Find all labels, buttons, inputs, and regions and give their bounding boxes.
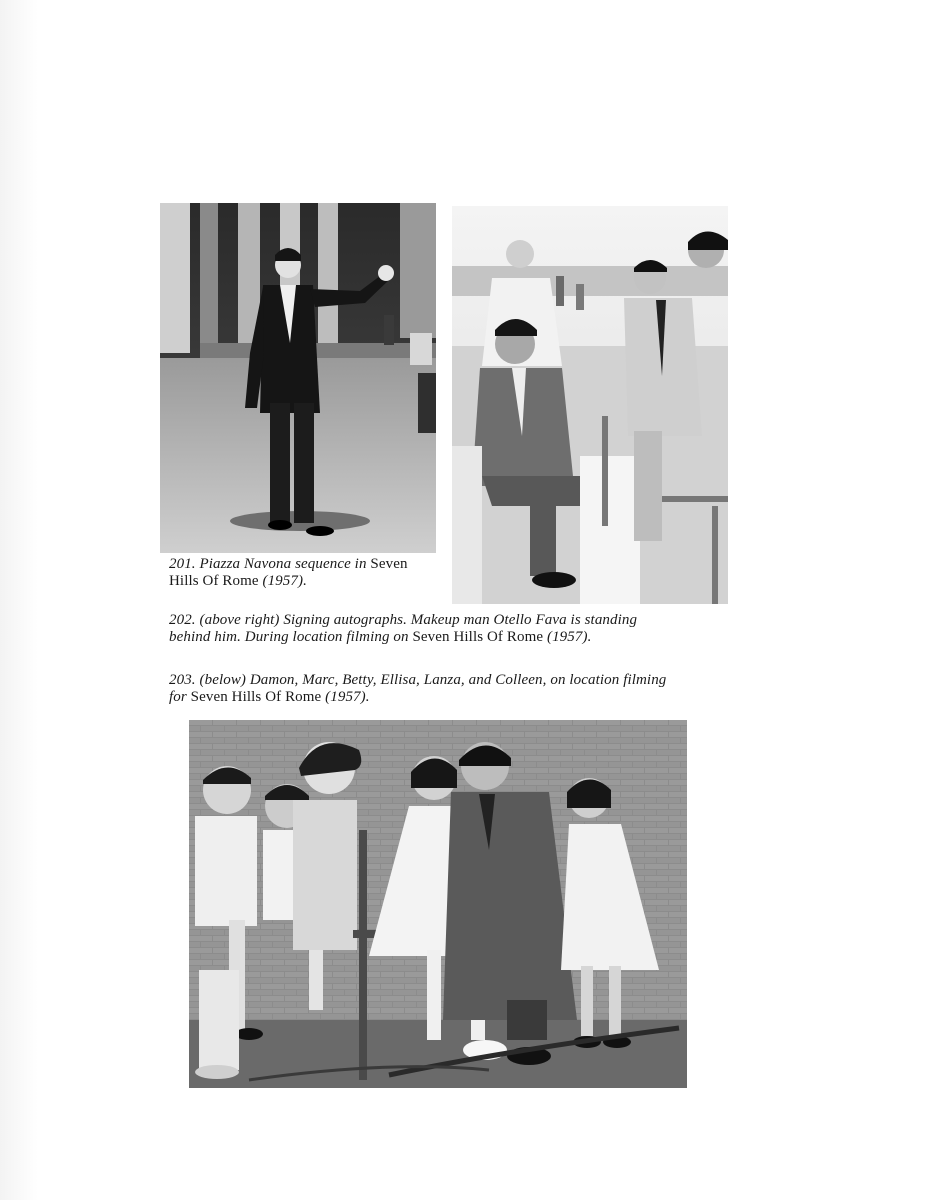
caption-201-line1-roman: Seven xyxy=(366,556,408,572)
caption-202-line2-italic: behind him. During location filming on xyxy=(169,629,409,645)
caption-203-line2-italic: for xyxy=(169,689,187,705)
caption-202-line1: 202. (above right) Signing autographs. Makeup man Otello Fava is standing xyxy=(169,612,638,628)
caption-203-line1: 203. (below) Damon, Marc, Betty, Ellisa, Lanza, and Colleen, on location filming xyxy=(169,672,667,688)
caption-201-line1-italic: 201. Piazza Navona sequence in xyxy=(169,556,367,572)
photo-signing-autographs xyxy=(452,206,728,604)
photo-family-on-location xyxy=(189,720,687,1088)
caption-202 xyxy=(169,612,729,646)
caption-202-line2-end: (1957). xyxy=(543,629,592,645)
caption-202-line2-roman: Seven Hills Of Rome xyxy=(408,629,544,645)
page-edge-shadow xyxy=(0,0,38,1200)
caption-201 xyxy=(169,556,431,590)
caption-201-line2-italic: (1957). xyxy=(258,573,307,589)
caption-201-line2-roman: Hills Of Rome xyxy=(169,573,259,589)
caption-203-line2-roman: Seven Hills Of Rome xyxy=(186,689,322,705)
caption-203-line2-end: (1957). xyxy=(321,689,370,705)
photo-piazza-navona xyxy=(160,203,436,553)
caption-203 xyxy=(169,672,729,706)
